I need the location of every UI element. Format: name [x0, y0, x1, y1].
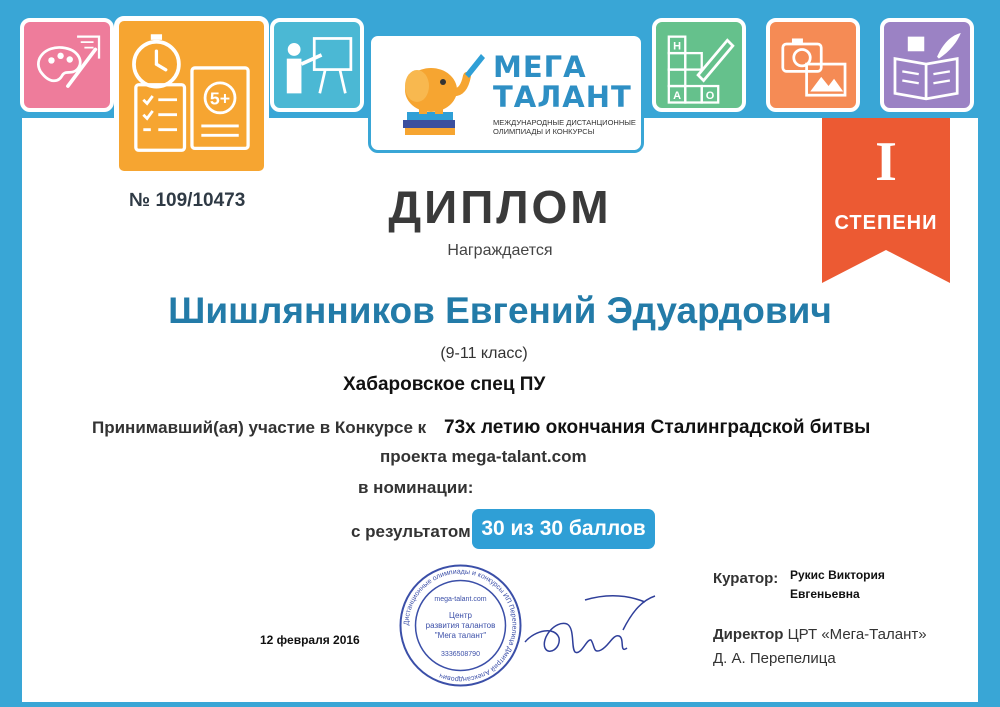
- nomination-label: в номинации:: [358, 478, 474, 497]
- test-grade-text: 5+: [209, 88, 231, 109]
- director-label: Директор: [713, 626, 784, 643]
- result-badge: 30 из 30 баллов: [472, 509, 655, 549]
- logo-title: [493, 52, 632, 112]
- director-signature: [515, 590, 665, 670]
- result-label: с результатом: [351, 522, 471, 541]
- stamp-outer-text: Дистанционные олимпиады и конкурсы ИП Перепелица Дмитрий Александрович: [403, 568, 518, 683]
- director-name: Д. А. Перепелица: [713, 650, 836, 667]
- mega-talant-logo: [368, 33, 644, 153]
- diploma-number: № 109/10473: [129, 190, 246, 211]
- school-name: Хабаровское спец ПУ: [343, 374, 546, 395]
- issue-date: 12 февраля 2016: [260, 633, 360, 647]
- curator-label: Куратор:: [713, 570, 779, 587]
- awarded-label: Награждается: [447, 242, 553, 259]
- degree-roman: I: [875, 131, 897, 193]
- crossword-pencil-icon: [652, 18, 746, 112]
- recipient-name: Шишлянников Евгений Эдуардович: [168, 290, 832, 331]
- director-line: [713, 626, 927, 643]
- teacher-board-icon: [270, 18, 364, 112]
- grade-label: (9-11 класс): [440, 345, 528, 362]
- curator-name-line1: Рукис Виктория: [790, 568, 885, 582]
- book-quill-icon: [880, 18, 974, 112]
- logo-title-line1: МЕГА: [493, 50, 587, 84]
- project-label: проекта mega-talant.com: [380, 447, 587, 466]
- elephant-books-icon: [395, 50, 487, 142]
- stopwatch-test-icon: [114, 16, 269, 176]
- stamp-inn: 3336508790: [441, 651, 480, 658]
- frame-right: [978, 0, 1000, 707]
- degree-label: СТЕПЕНИ: [834, 212, 938, 234]
- logo-subtitle: МЕЖДУНАРОДНЫЕ ДИСТАНЦИОННЫЕ ОЛИМПИАДЫ И КОНКУРСЫ: [493, 118, 636, 136]
- director-org: ЦРТ «Мега-Талант»: [783, 626, 927, 643]
- organization-stamp: [398, 563, 523, 688]
- diploma-title: ДИПЛОМ: [388, 181, 612, 233]
- crossword-letter: А: [673, 89, 682, 102]
- stamp-site: mega-talant.com: [434, 596, 487, 603]
- stamp-center-line2: развития талантов: [425, 621, 496, 630]
- frame-bottom: [0, 702, 1000, 707]
- palette-brush-icon: [20, 18, 114, 112]
- participation-label: Принимавший(ая) участие в Конкурсе к: [92, 418, 427, 437]
- camera-photo-icon: [766, 18, 860, 112]
- contest-name: 73х летию окончания Сталинградской битвы: [444, 417, 871, 438]
- crossword-letter: Н: [673, 40, 682, 53]
- logo-title-line2: ТАЛАНТ: [493, 80, 632, 114]
- stamp-center-line3: "Мега талант": [434, 631, 487, 640]
- crossword-letter: О: [705, 89, 715, 102]
- stamp-center-line1: Центр: [449, 611, 472, 620]
- curator-name-line2: Евгеньевна: [790, 587, 860, 601]
